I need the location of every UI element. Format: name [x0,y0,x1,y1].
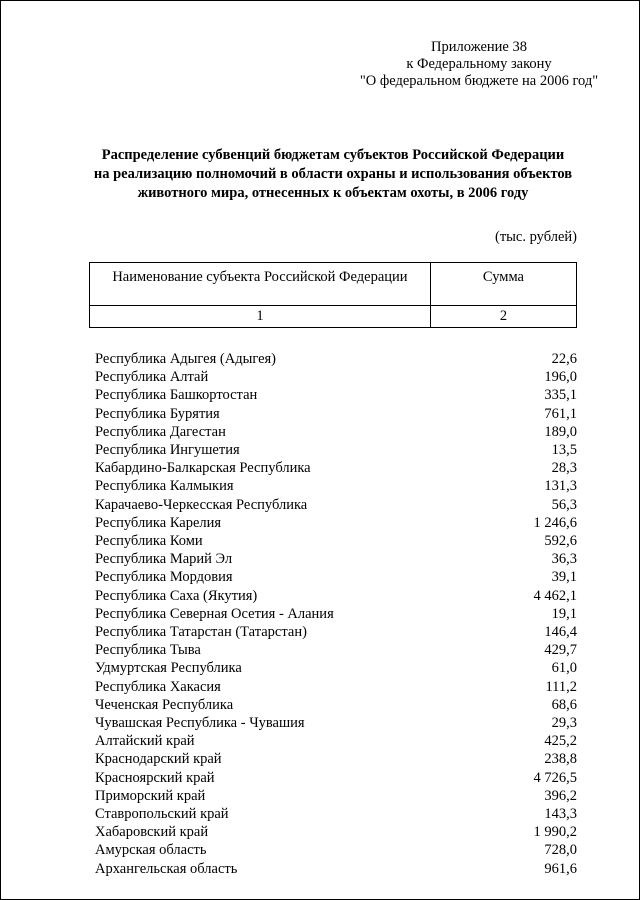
region-name: Амурская область [95,842,207,859]
column-header-sum: Сумма [430,263,576,306]
region-value: 396,2 [544,787,577,804]
table-row [89,405,577,423]
region-name: Республика Башкортостан [95,387,258,404]
table-row [89,568,577,586]
document-title [89,146,577,203]
table-row [89,477,577,495]
index-row [90,306,577,328]
region-value: 68,6 [551,696,577,713]
appendix-law-name: "О федеральном бюджете на 2006 год" [359,73,599,89]
region-value: 761,1 [544,405,577,422]
units-note: (тыс. рублей) [495,229,577,245]
region-value: 29,3 [551,715,577,732]
region-value: 728,0 [544,842,577,859]
title-line-2: на реализацию полномочий в области охраны и использования объектов [93,166,573,182]
title-line-3: животного мира, отнесенных к объектам охоты, в 2006 году [137,185,529,201]
table-row [89,441,577,459]
region-name: Республика Ингушетия [95,442,240,459]
table-row [89,350,577,368]
region-name: Республика Карелия [95,514,222,531]
region-name: Республика Адыгея (Адыгея) [95,351,277,367]
region-value: 4 726,5 [533,769,577,786]
document-page [1,1,639,878]
region-name: Ставропольский край [95,806,229,823]
region-name: Республика Калмыкия [95,478,234,495]
region-value: 56,3 [551,496,577,513]
region-name: Кабардино-Балкарская Республика [95,460,311,477]
appendix-number: Приложение 38 [431,39,527,55]
region-value: 36,3 [551,551,577,568]
region-name: Республика Коми [95,533,203,550]
appendix-header [314,39,640,90]
table-row [89,787,577,805]
title-line-1: Распределение субвенций бюджетам субъектов Российской Федерации [101,147,565,163]
region-value: 22,6 [551,351,577,367]
table-row [89,714,577,732]
region-value: 196,0 [544,369,577,386]
column-index-2: 2 [430,306,576,328]
region-value: 1 246,6 [533,514,577,531]
region-value: 61,0 [551,660,577,677]
appendix-law-ref: к Федеральному закону [406,56,552,72]
region-name: Республика Татарстан (Татарстан) [95,624,307,641]
region-name: Архангельская область [95,860,238,877]
table-row [89,805,577,823]
region-value: 429,7 [544,642,577,659]
region-value: 425,2 [544,733,577,750]
table-rows [89,350,577,878]
table-row [89,496,577,514]
region-value: 238,8 [544,751,577,768]
region-name: Краснодарский край [95,751,222,768]
region-name: Республика Тыва [95,642,201,659]
table-row [89,514,577,532]
region-value: 335,1 [544,387,577,404]
region-name: Чеченская Республика [95,696,234,713]
region-name: Республика Алтай [95,369,209,386]
table-row [89,659,577,677]
header-row [90,263,577,306]
region-name: Республика Саха (Якутия) [95,587,258,604]
table-row [89,368,577,386]
region-value: 39,1 [551,569,577,586]
table-row [89,860,577,878]
table-header [89,262,577,328]
region-name: Республика Северная Осетия - Алания [95,605,334,622]
table-row [89,386,577,404]
region-value: 592,6 [544,533,577,550]
table-row [89,732,577,750]
region-name: Республика Бурятия [95,405,220,422]
region-name: Республика Марий Эл [95,551,233,568]
table-row [89,823,577,841]
table-row [89,750,577,768]
table-row [89,605,577,623]
region-name: Красноярский край [95,769,215,786]
region-name: Приморский край [95,787,206,804]
region-name: Хабаровский край [95,824,209,841]
region-value: 131,3 [544,478,577,495]
region-name: Карачаево-Черкесская Республика [95,496,308,513]
table-row [89,532,577,550]
region-name: Республика Мордовия [95,569,233,586]
table-row [89,587,577,605]
table-row [89,641,577,659]
region-value: 146,4 [544,624,577,641]
region-value: 1 990,2 [533,824,577,841]
region-value: 111,2 [545,678,577,695]
region-value: 28,3 [551,460,577,477]
column-header-region: Наименование субъекта Российской Федерации [90,263,431,306]
region-value: 13,5 [551,442,577,459]
table-row [89,678,577,696]
region-name: Удмуртская Республика [95,660,242,677]
table-row [89,550,577,568]
table-row [89,423,577,441]
column-index-1: 1 [90,306,431,328]
region-name: Алтайский край [95,733,195,750]
region-name: Республика Хакасия [95,678,221,695]
region-value: 4 462,1 [533,587,577,604]
region-value: 961,6 [544,860,577,877]
table-row [89,696,577,714]
table-row [89,769,577,787]
region-name: Республика Дагестан [95,423,226,440]
table-row [89,623,577,641]
table-row [89,841,577,859]
table-row [89,459,577,477]
region-value: 19,1 [551,605,577,622]
region-value: 189,0 [544,423,577,440]
region-value: 143,3 [544,806,577,823]
region-name: Чувашская Республика - Чувашия [95,715,305,732]
